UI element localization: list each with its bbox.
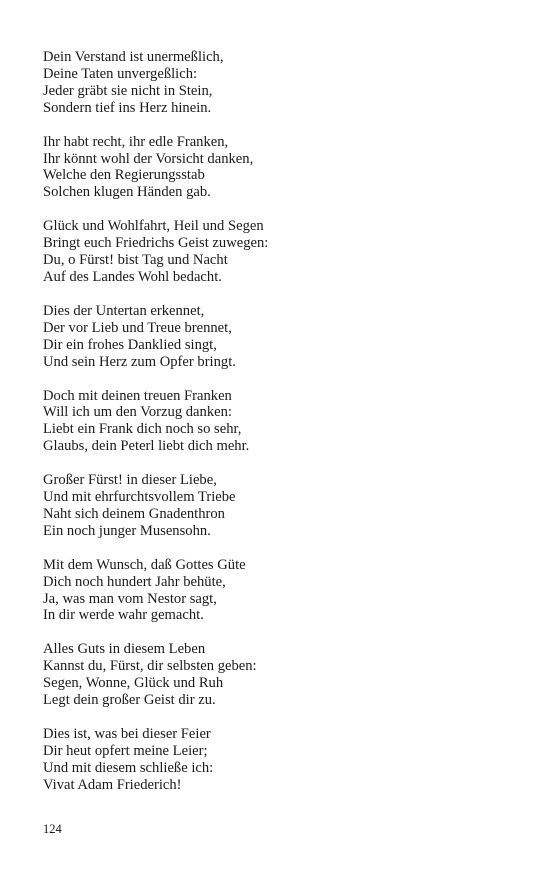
verse-line: Großer Fürst! in dieser Liebe, bbox=[43, 472, 217, 489]
stanza-7 bbox=[43, 557, 513, 625]
stanza-1 bbox=[43, 49, 513, 117]
verse-line: Ihr könnt wohl der Vorsicht danken, bbox=[43, 150, 254, 167]
verse-line: Dir ein frohes Danklied singt, bbox=[43, 336, 217, 353]
verse-line: Jeder gräbt sie nicht in Stein, bbox=[43, 82, 213, 99]
verse-line: Legt dein großer Geist dir zu. bbox=[43, 692, 216, 709]
verse-line: Dies der Untertan erkennet, bbox=[43, 302, 205, 319]
verse-line: Will ich um den Vorzug danken: bbox=[43, 404, 232, 421]
verse-line: Und mit diesem schließe ich: bbox=[43, 759, 214, 776]
verse-line: Ihr habt recht, ihr edle Franken, bbox=[43, 133, 229, 150]
page-number: 124 bbox=[43, 822, 62, 836]
verse-line: Dein Verstand ist unermeßlich, bbox=[43, 49, 224, 65]
verse-line: Liebt ein Frank dich noch so sehr, bbox=[43, 421, 242, 438]
stanza-6 bbox=[43, 472, 513, 540]
verse-line: Solchen klugen Händen gab. bbox=[43, 184, 211, 201]
verse-line: Alles Guts in diesem Leben bbox=[43, 641, 206, 658]
verse-line: Dies ist, was bei dieser Feier bbox=[43, 726, 211, 742]
verse-line: Ein noch junger Musensohn. bbox=[43, 522, 211, 539]
verse-line: Vivat Adam Friederich! bbox=[43, 776, 182, 793]
verse-line: Dir heut opfert meine Leier; bbox=[43, 742, 208, 759]
stanza-9 bbox=[43, 726, 513, 794]
verse-line: Doch mit deinen treuen Franken bbox=[43, 387, 232, 404]
verse-line: Welche den Regierungsstab bbox=[43, 167, 205, 184]
stanza-2 bbox=[43, 134, 513, 202]
verse-line: Segen, Wonne, Glück und Ruh bbox=[43, 675, 224, 692]
verse-line: Kannst du, Fürst, dir selbsten geben: bbox=[43, 658, 257, 675]
verse-line: Der vor Lieb und Treue brennet, bbox=[43, 319, 232, 336]
stanza-5 bbox=[43, 388, 513, 456]
verse-line: Und mit ehrfurchtsvollem Triebe bbox=[43, 489, 236, 506]
verse-line: In dir werde wahr gemacht. bbox=[43, 607, 204, 624]
verse-line: Dich noch hundert Jahr behüte, bbox=[43, 573, 226, 590]
verse-line: Auf des Landes Wohl bedacht. bbox=[43, 268, 222, 285]
poem-body bbox=[43, 49, 513, 811]
verse-line: Glück und Wohlfahrt, Heil und Segen bbox=[43, 218, 264, 235]
verse-line: Glaubs, dein Peterl liebt dich mehr. bbox=[43, 438, 250, 455]
verse-line: Mit dem Wunsch, daß Gottes Güte bbox=[43, 556, 246, 573]
verse-line: Sondern tief ins Herz hinein. bbox=[43, 99, 212, 116]
stanza-4 bbox=[43, 303, 513, 371]
verse-line: Deine Taten unvergeßlich: bbox=[43, 65, 198, 82]
verse-line: Ja, was man vom Nestor sagt, bbox=[43, 590, 217, 607]
stanza-8 bbox=[43, 641, 513, 709]
verse-line: Und sein Herz zum Opfer bringt. bbox=[43, 353, 236, 370]
verse-line: Bringt euch Friedrichs Geist zuwegen: bbox=[43, 235, 269, 252]
stanza-3 bbox=[43, 218, 513, 286]
verse-line: Du, o Fürst! bist Tag und Nacht bbox=[43, 252, 228, 269]
verse-line: Naht sich deinem Gnadenthron bbox=[43, 505, 225, 522]
